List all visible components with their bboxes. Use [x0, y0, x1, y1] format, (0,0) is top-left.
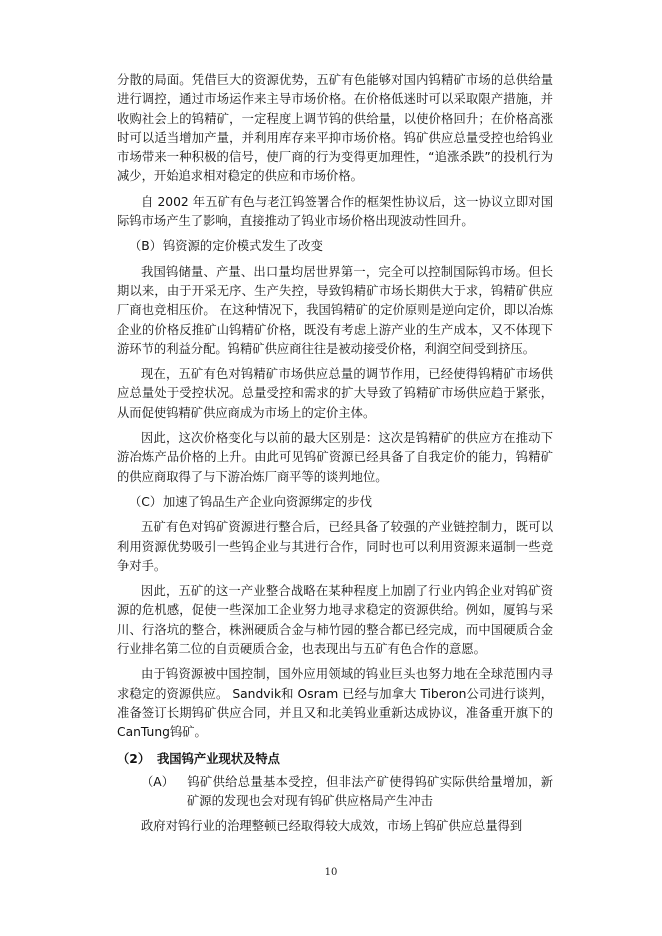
list-item-text-a: 钨矿供给总量基本受控，但非法产矿使得钨矿实际供给量增加，新矿源的发现也会对现有钨矿供应格局产生冲击 — [187, 774, 553, 809]
paragraph-integration-examples: 因此，五矿的这一产业整合战略在某种程度上加剧了行业内钨企业对钨矿资源的危机感，促使一些深加工企业努力地寻求稳定的资源供给。例如，厦钨与采川、行洛坑的整合，株洲硬质合金与柿竹园的整合都已经完成，而中国硬质合金行业排名第二位的自贡硬质合金，也表现出与五矿有色合作的意愿。 — [117, 584, 553, 657]
paragraph-government-rectification: 政府对钨行业的治理整顿已经取得较大成效，市场上钨矿供应总量得到 — [141, 819, 523, 834]
section-heading-industry-status — [117, 750, 553, 769]
section-title: 我国钨产业现状及特点 — [157, 751, 280, 766]
subheading-text-c: 加速了钨品生产企业向资源绑定的步伐 — [163, 494, 373, 509]
page-body — [117, 71, 553, 837]
list-item-a — [117, 773, 553, 812]
section-number: （2） — [117, 751, 151, 766]
paragraph-supply-controlled: 现在，五矿有色对钨精矿市场供应总量的调节作用，已经使得钨精矿市场供应总量处于受控状况。总量受控和需求的扩大导致了钨精矿市场供应趋于紧张，从而促使钨精矿供应商成为市场上的定价主体。 — [117, 367, 553, 420]
paragraph-agreement-2002: 自 2002 年五矿有色与老江钨签署合作的框架性协议后，这一协议立即对国际钨市场产生了影响，直接推动了钨业市场价格出现波动性回升。 — [117, 194, 553, 229]
subheading-label-c: （C） — [129, 494, 163, 509]
paragraph-pricing-power: 因此，这次价格变化与以前的最大区别是：这次是钨精矿的供应方在推动下游冶炼产品价格的上升。由此可见钨矿资源已经具备了自我定价的能力，钨精矿的供应商取得了与下游冶炼厂商平等的谈判地位。 — [117, 431, 553, 484]
paragraph-foreign-giants: 由于钨资源被中国控制，国外应用领域的钨业巨头也努力地在全球范围内寻求稳定的资源供应。 Sandvik和 Osram 已经与加拿大 Tiberon公司进行谈判，准备签订长期钨矿供应合同，并且又和北美钨业重新达成协议，准备重开旗下的 CanTung钨矿。 — [117, 667, 553, 740]
subheading-text-b: 钨资源的定价模式发生了改变 — [163, 239, 323, 254]
paragraph-market-control: 分散的局面。凭借巨大的资源优势，五矿有色能够对国内钨精矿市场的总供给量进行调控，通过市场运作来主导市场价格。在价格低迷时可以采取限产措施，并收购社会上的钨精矿，一定程度上调节钨的供给量，以使价格回升；在价格高涨时可以适当增加产量，并利用库存来平抑市场价格。钨矿供应总量受控也给钨业市场带来一种积极的信号，使厂商的行为变得更加理性，“追涨杀跌”的投机行为减少，开始追求相对稳定的供应和市场价格。 — [117, 73, 553, 184]
subheading-pricing-model — [117, 237, 553, 256]
list-item-label-a: （A） — [141, 774, 175, 789]
page-number: 10 — [324, 867, 338, 878]
subheading-resource-binding — [117, 493, 553, 512]
paragraph-reverse-pricing: 我国钨储量、产量、出口量均居世界第一，完全可以控制国际钨市场。但长期以来，由于开采无序、生产失控，导致钨精矿市场长期供大于求，钨精矿供应厂商也竞相压价。 在这种情况下，我国钨精矿的定价原则是逆向定价，即以冶炼企业的价格反推矿山钨精矿价格，既没有考虑上游产业的生产成本，又不体现下游环节的利益分配。钨精矿供应商往往是被动接受价格，利润空间受到挤压。 — [117, 264, 553, 356]
subheading-label-b: （B） — [129, 239, 163, 254]
paragraph-industry-chain: 五矿有色对钨矿资源进行整合后，已经具备了较强的产业链控制力，既可以利用资源优势吸引一些钨企业与其进行合作，同时也可以利用资源来逼制一些竞争对手。 — [117, 520, 553, 573]
